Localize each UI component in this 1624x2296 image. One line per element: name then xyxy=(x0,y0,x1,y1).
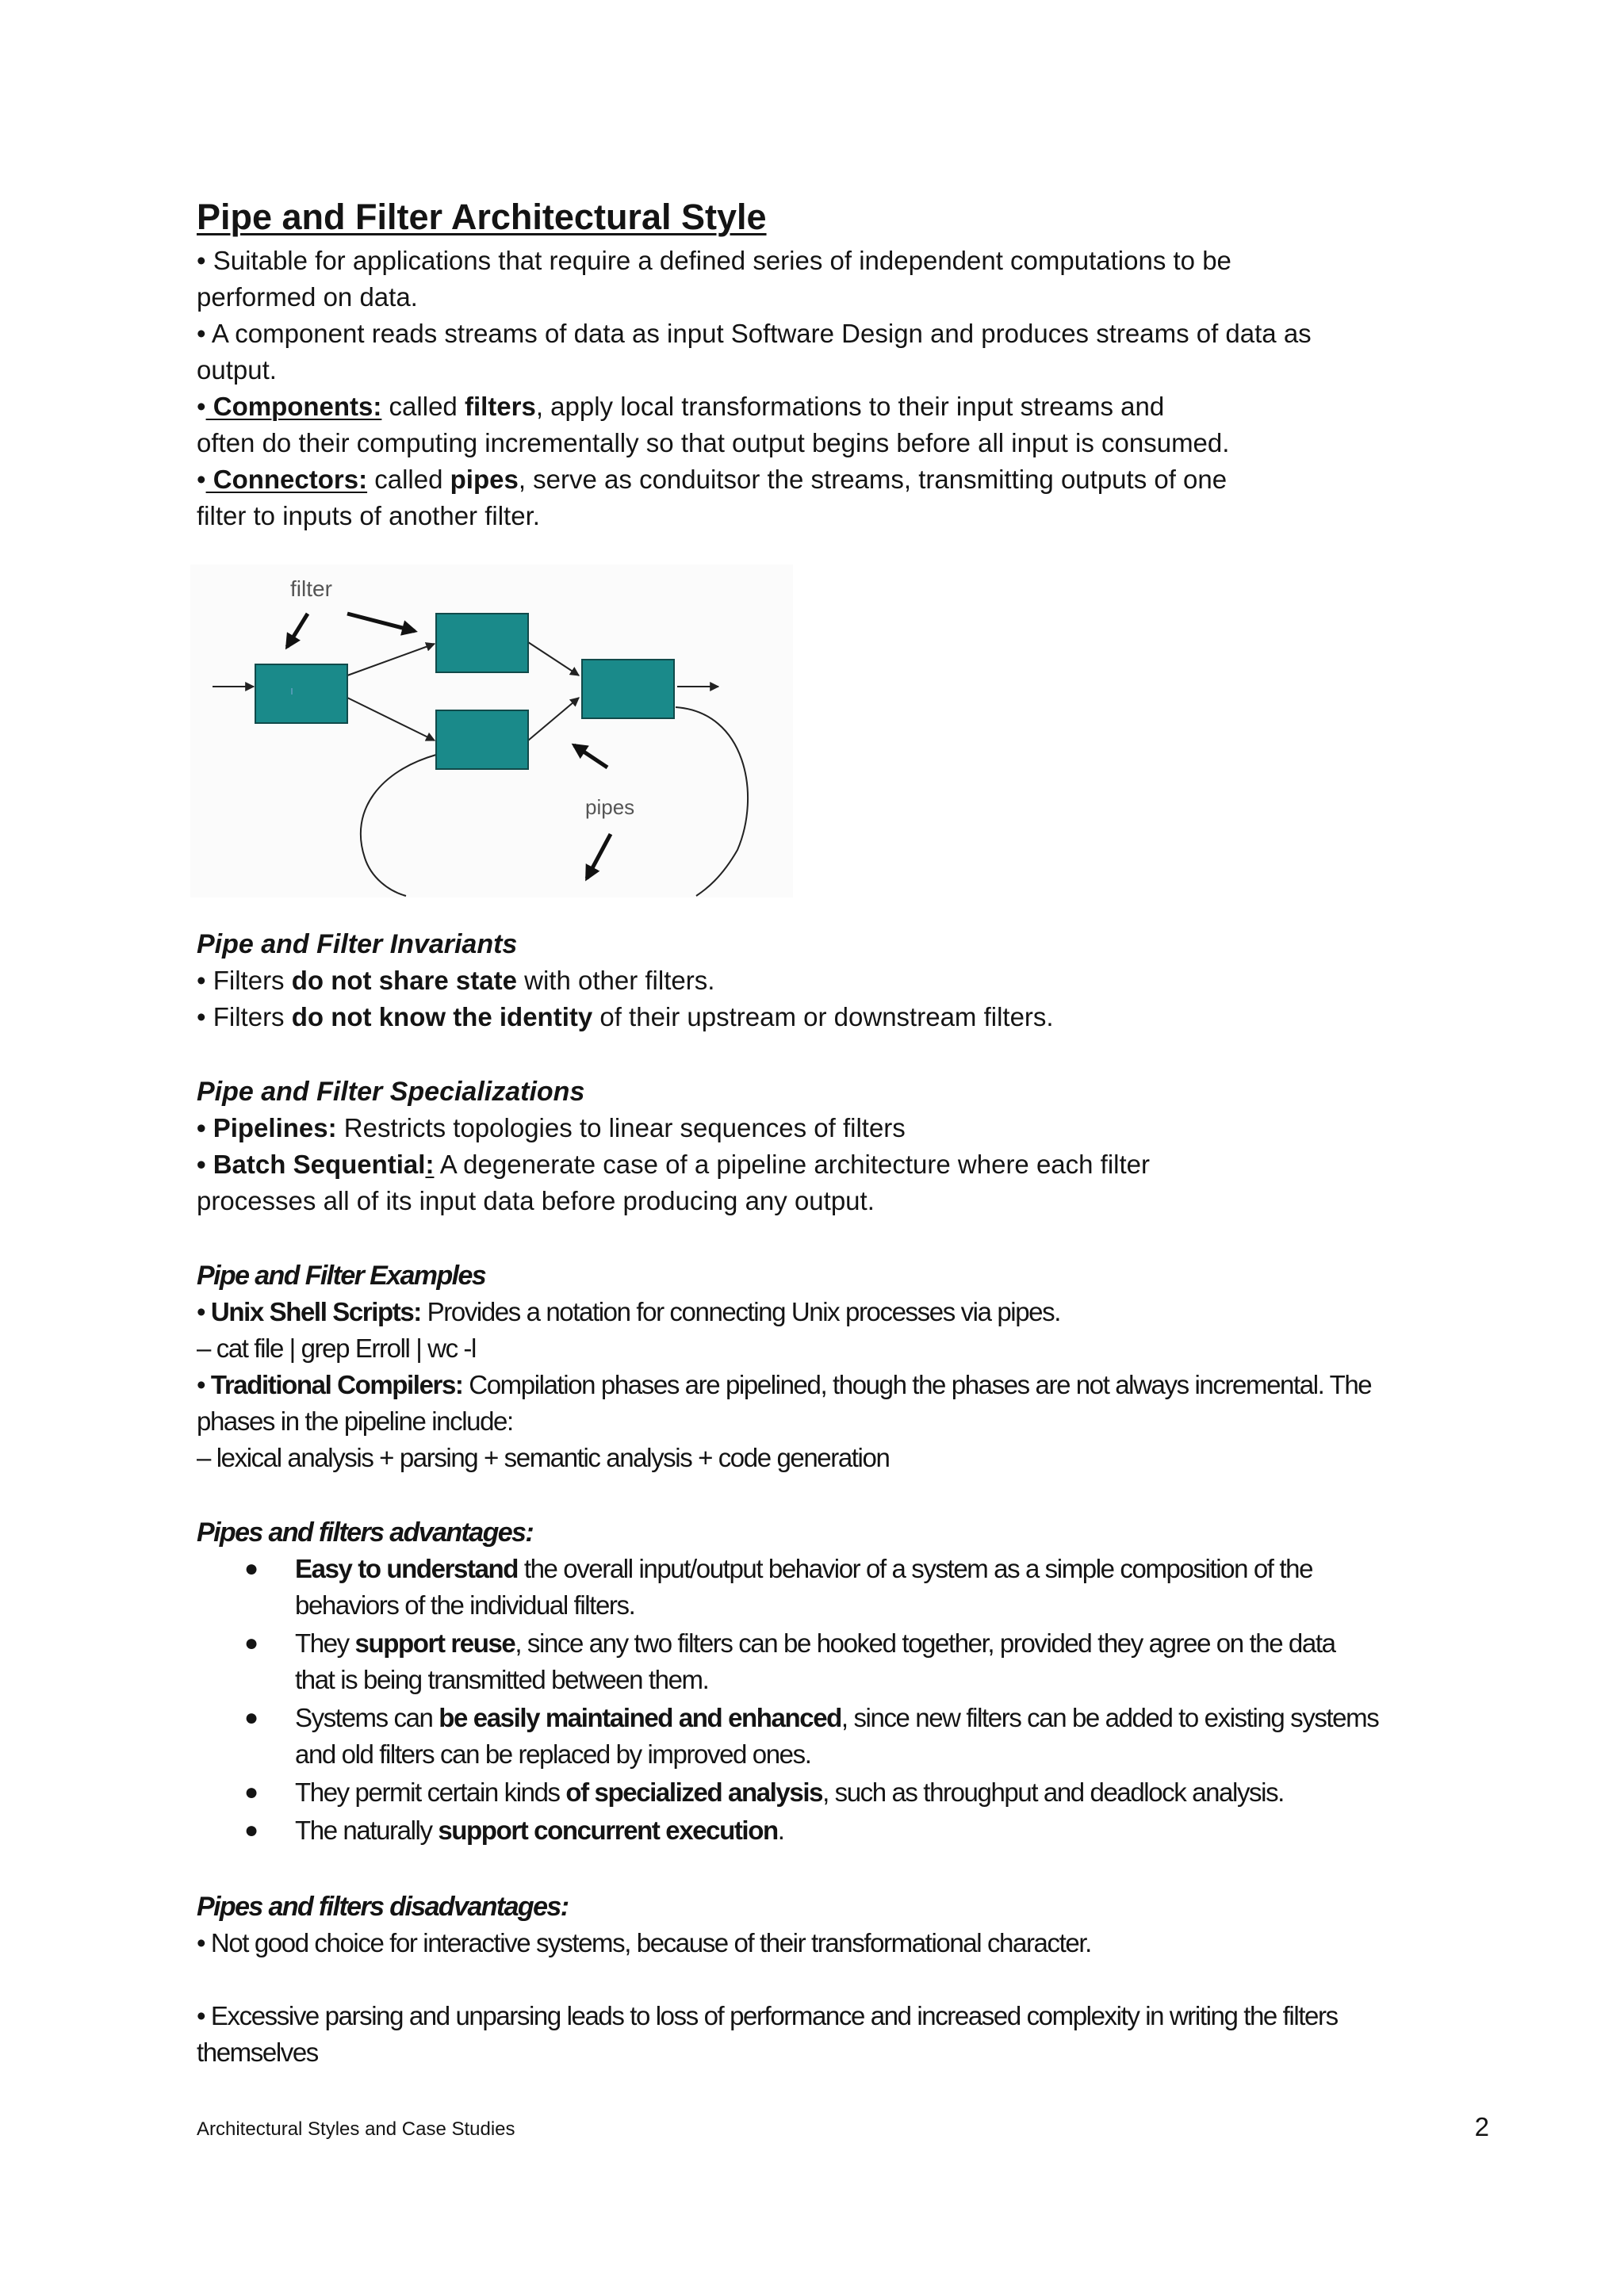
connectors-bullet: • Connectors: called pipes, serve as conduitsor the streams, transmitting outputs of one xyxy=(197,465,1228,494)
bullet-icon: ● xyxy=(244,1630,259,1656)
examples-heading: Pipe and Filter Examples xyxy=(197,1261,486,1291)
pipes-label: pipes xyxy=(585,795,635,819)
intro-line-1: • Suitable for applications that require a defined series of independent computations to be xyxy=(197,246,1231,275)
page-number: 2 xyxy=(1474,2112,1489,2141)
connectors-label: Connectors: xyxy=(205,465,368,494)
bullet-icon: ● xyxy=(244,1817,259,1843)
pipe-filter-diagram xyxy=(190,564,793,897)
specialization-item-2-continuation: processes all of its input data before producing any output. xyxy=(197,1186,875,1215)
filter-box-1 xyxy=(255,664,347,723)
disadvantage-item-2-continuation: themselves xyxy=(197,2038,318,2067)
invariant-item-2: • Filters do not know the identity of their upstream or downstream filters. xyxy=(197,1002,1054,1031)
page-title: Pipe and Filter Architectural Style xyxy=(197,197,767,237)
example-item-2-phases: – lexical analysis + parsing + semantic analysis + code generation xyxy=(197,1443,890,1472)
bullet-icon: ● xyxy=(244,1556,259,1582)
connectors-continuation: filter to inputs of another filter. xyxy=(197,501,540,530)
filter-box-2 xyxy=(436,614,528,672)
specializations-heading: Pipe and Filter Specializations xyxy=(197,1077,585,1107)
bullet-icon: ● xyxy=(244,1779,259,1805)
example-item-2-continuation: phases in the pipeline include: xyxy=(197,1406,513,1436)
example-item-2: • Traditional Compilers: Compilation phases are pipelined, though the phases are not always incremental. The xyxy=(197,1370,1372,1399)
advantages-heading: Pipes and filters advantages: xyxy=(197,1517,534,1548)
components-bullet: • Components: called filters, apply local transformations to their input streams and xyxy=(197,392,1165,421)
footer-text: Architectural Styles and Case Studies xyxy=(197,2118,515,2140)
disadvantage-item-1: • Not good choice for interactive systems, because of their transformational character. xyxy=(197,1928,1091,1957)
specialization-item-2: • Batch Sequential: A degenerate case of a pipeline architecture where each filter xyxy=(197,1150,1151,1179)
bullet-icon: ● xyxy=(244,1705,259,1731)
example-item-1: • Unix Shell Scripts: Provides a notation for connecting Unix processes via pipes. xyxy=(197,1297,1060,1326)
specialization-item-1: • Pipelines: Restricts topologies to linear sequences of filters xyxy=(197,1113,906,1142)
pipes-term: pipes xyxy=(450,465,519,494)
document-page: Pipe and Filter Architectural Style • Suitable for applications that require a defined series of independent computations to be performed on data. • A component reads streams of data as input Software Design and produces streams of data as output. • Components: called filters, apply local transformations to their input streams and often do their computing incrementally so that output begins before all input is consumed. • Connectors: called pipes, serve as conduitsor the streams, transmitting outputs of one filter to inputs of another filter. filter pipes Pipe and Filter Invariants • Filters do not share state with other filters. • Filters do not know the identity of their upstream or downstream filters. Pipe and Filter Specializations • Pipelines: Restricts topologies to linear sequences of filters • Batch Sequential: A degenerate case of a pipeline architecture where each filter processes all of its input data before producing any output. Pipe and Filter Examples • Unix Shell Scripts: Provides a notation for connecting Unix processes via pipes. – cat file | grep Erroll | wc -l • Traditional Compilers: Compilation phases are pipelined, though the phases are not always incremental. The phases in the pipeline include: – lexical analysis + parsing + semantic analysis + code generation Pipes and filters advantages: ● Easy to understand the overall input/output behavior of a system as a simple composition of the behaviors of the individual filters. ● They support reuse, since any two filters can be hooked together, provided they agree on the data that is being transmitted between them. ● Systems can be easily maintained and enhanced, since new filters can be added to existing systems and old filters can be replaced by improved ones. ● They permit certain kinds of specialized analysis, such as throughput and deadlock analysis. ● The naturally support concurrent execution. Pipes and filters disadvantages: • Not good choice for interactive systems, because of their transformational character. • Excessive parsing and unparsing leads to loss of performance and increased complexity in writing the filters themselves Architectural Styles and Case Studies 2 xyxy=(0,0,1624,2296)
components-continuation: often do their computing incrementally so that output begins before all input is consumed. xyxy=(197,428,1230,457)
intro-line-4: output. xyxy=(197,355,277,385)
intro-line-2: performed on data. xyxy=(197,282,418,312)
disadvantage-item-2: • Excessive parsing and unparsing leads to loss of performance and increased complexity in writing the filters xyxy=(197,2001,1338,2030)
filters-term: filters xyxy=(464,392,536,421)
components-label: Components: xyxy=(205,392,382,421)
filter-label: filter xyxy=(290,576,332,601)
intro-line-3: • A component reads streams of data as input Software Design and produces streams of data as xyxy=(197,319,1312,348)
disadvantages-heading: Pipes and filters disadvantages: xyxy=(197,1892,569,1922)
invariants-heading: Pipe and Filter Invariants xyxy=(197,929,518,959)
filter-box-4 xyxy=(582,660,674,718)
filter-box-3 xyxy=(436,710,528,769)
example-item-1-command: – cat file | grep Erroll | wc -l xyxy=(197,1334,476,1363)
invariant-item-1: • Filters do not share state with other filters. xyxy=(197,966,715,995)
